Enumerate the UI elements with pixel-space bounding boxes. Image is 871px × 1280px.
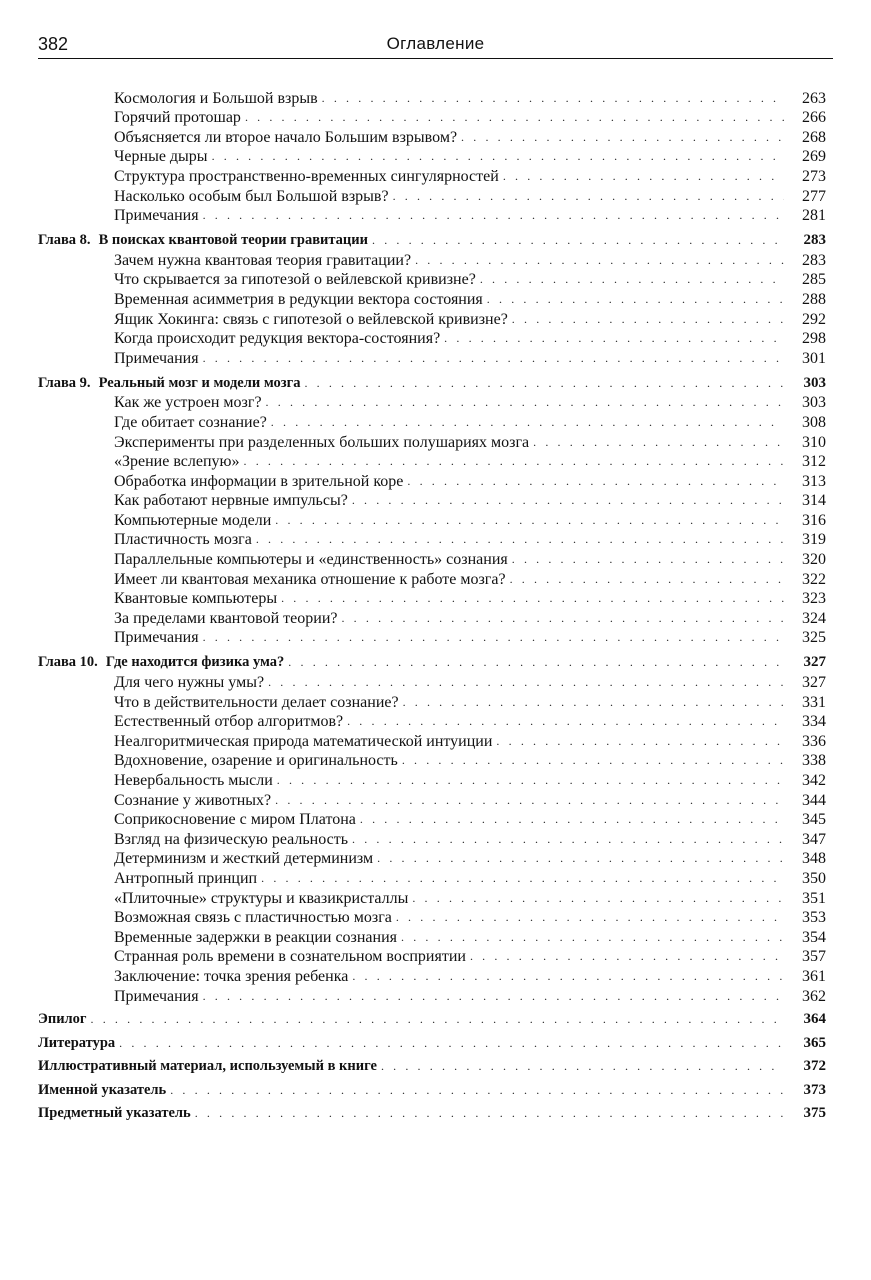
dot-leader <box>244 451 784 471</box>
toc-page-number: 336 <box>802 732 826 750</box>
dot-leader <box>503 166 784 186</box>
toc-entry-title: Эксперименты при разделенных больших полушариях мозга <box>114 433 530 451</box>
toc-section-entry <box>38 810 826 830</box>
toc-section-entry <box>38 329 826 349</box>
dot-leader <box>341 608 784 628</box>
dot-leader <box>170 1081 784 1100</box>
toc-entry-title: Возможная связь с пластичностью мозга <box>114 909 392 927</box>
toc-entry-label <box>38 1081 170 1100</box>
toc-page-number: 316 <box>802 511 826 529</box>
dot-leader <box>407 471 784 491</box>
toc-entry-title: Соприкосновение с миром Платона <box>114 811 356 829</box>
toc-chapter-entry <box>38 368 826 393</box>
toc-entry-title: Реальный мозг и модели мозга <box>98 374 301 391</box>
toc-page-number: 327 <box>803 654 826 671</box>
toc-entry-label <box>114 393 266 412</box>
toc-entry-title: За пределами квантовой теории? <box>114 609 338 627</box>
toc-page-number: 273 <box>802 167 826 185</box>
toc-entry-title: Временная асимметрия в редукции вектора состояния <box>114 290 483 308</box>
toc-section-entry <box>38 947 826 967</box>
toc-page-number: 364 <box>803 1011 826 1028</box>
toc-entry-label <box>114 830 352 849</box>
toc-entry-title: Где находится физика ума? <box>105 654 285 671</box>
chapter-number: Глава 8. <box>38 232 91 249</box>
dot-leader <box>415 250 784 270</box>
toc-page-number: 325 <box>802 629 826 647</box>
toc-page-number: 277 <box>802 187 826 205</box>
toc-entry-label <box>114 89 322 108</box>
toc-entry-title: Объясняется ли второе начало Большим взрывом? <box>114 128 458 146</box>
dot-leader <box>352 966 784 986</box>
toc-page-number: 331 <box>802 693 826 711</box>
dot-leader <box>275 790 784 810</box>
toc-entry-label <box>114 206 203 225</box>
toc-entry-label <box>114 452 244 471</box>
toc-entry-title: Естественный отбор алгоритмов? <box>114 713 344 731</box>
toc-entry-label <box>114 550 512 569</box>
toc-page-number: 351 <box>802 889 826 907</box>
toc-section-entry <box>38 751 826 771</box>
toc-section-entry <box>38 88 826 108</box>
toc-entry-label <box>114 472 407 491</box>
toc-section-entry <box>38 147 826 167</box>
dot-leader <box>261 868 784 888</box>
dot-leader <box>510 569 784 589</box>
toc-page-number: 263 <box>802 89 826 107</box>
toc-section-entry <box>38 412 826 432</box>
toc-entry-label <box>114 987 203 1006</box>
toc-entry-title: Именной указатель <box>38 1081 167 1098</box>
toc-page-number: 327 <box>802 674 826 692</box>
toc-top-entry <box>38 1076 826 1100</box>
toc-entry-label <box>114 673 268 692</box>
toc-section-entry <box>38 731 826 751</box>
dot-leader <box>304 374 784 393</box>
toc-page-number: 308 <box>802 413 826 431</box>
dot-leader <box>266 392 784 412</box>
toc-page-number: 283 <box>802 251 826 269</box>
toc-page-number: 283 <box>803 232 826 249</box>
toc-entry-label <box>114 570 510 589</box>
toc-entry-title: Квантовые компьютеры <box>114 590 278 608</box>
toc-page-number: 269 <box>802 148 826 166</box>
dot-leader <box>203 627 784 647</box>
toc-entry-title: Эпилог <box>38 1011 87 1028</box>
toc-page-number: 301 <box>802 349 826 367</box>
toc-section-entry <box>38 712 826 732</box>
toc-entry-label <box>114 928 401 947</box>
toc-entry-title: В поисках квантовой теории гравитации <box>98 232 368 249</box>
toc-entry-label <box>114 712 347 731</box>
toc-entry-label <box>114 947 470 966</box>
toc-entry-title: Черные дыры <box>114 148 208 166</box>
toc-section-entry <box>38 589 826 609</box>
toc-entry-title: Неалгоритмическая природа математической интуиции <box>114 732 493 750</box>
toc-section-entry <box>38 868 826 888</box>
toc-chapter-entry <box>38 647 826 672</box>
dot-leader <box>245 107 784 127</box>
toc-entry-label <box>114 108 245 127</box>
toc-entry-label <box>114 270 480 289</box>
toc-entry-title: «Зрение вслепую» <box>114 453 240 471</box>
toc-chapter-entry <box>38 225 826 250</box>
dot-leader <box>271 412 784 432</box>
toc-page-number: 320 <box>802 551 826 569</box>
toc-entry-label <box>38 1010 91 1029</box>
toc-page-number: 303 <box>802 394 826 412</box>
toc-page-number: 354 <box>802 928 826 946</box>
toc-top-entry <box>38 1029 826 1053</box>
toc-entry-label <box>114 967 352 986</box>
toc-section-entry <box>38 849 826 869</box>
toc-section-entry <box>38 510 826 530</box>
toc-entry-label <box>114 310 512 329</box>
toc-section-entry <box>38 927 826 947</box>
dot-leader <box>360 809 784 829</box>
toc-page-number: 312 <box>802 453 826 471</box>
toc-page-number: 285 <box>802 271 826 289</box>
toc-entry-label <box>114 609 341 628</box>
toc-entry-label <box>114 628 203 647</box>
toc-page-number: 266 <box>802 109 826 127</box>
toc-entry-label <box>38 1034 119 1053</box>
page-number: 382 <box>38 34 69 54</box>
toc-entry-label <box>114 433 533 452</box>
toc-entry-title: Ящик Хокинга: связь с гипотезой о вейлевской кривизне? <box>114 310 508 328</box>
dot-leader <box>377 848 784 868</box>
toc-entry-title: Когда происходит редукция вектора-состояния? <box>114 330 441 348</box>
toc-top-entry <box>38 1100 826 1124</box>
toc-entry-title: Иллюстративный материал, используемый в книге <box>38 1058 377 1075</box>
dot-leader <box>444 328 784 348</box>
toc-entry-title: Как же устроен мозг? <box>114 394 262 412</box>
toc-page-number: 303 <box>803 374 826 391</box>
toc-section-entry <box>38 206 826 226</box>
toc-page-number: 375 <box>803 1105 826 1122</box>
toc-entry-label <box>114 530 256 549</box>
toc-page-number: 353 <box>802 909 826 927</box>
running-title: Оглавление <box>386 34 485 53</box>
toc-section-entry <box>38 491 826 511</box>
toc-section-entry <box>38 608 826 628</box>
toc-entry-title: Имеет ли квантовая механика отношение к работе мозга? <box>114 570 506 588</box>
toc-top-entry <box>38 1053 826 1077</box>
toc-page-number: 342 <box>802 772 826 789</box>
toc-entry-label <box>38 374 304 393</box>
dot-leader <box>352 829 784 849</box>
toc-page-number: 319 <box>802 531 826 549</box>
toc-section-entry <box>38 966 826 986</box>
toc-entry-label <box>114 908 396 927</box>
toc-section-entry <box>38 530 826 550</box>
toc-entry-title: Пластичность мозга <box>114 531 252 549</box>
toc-entry-title: Примечания <box>114 207 199 225</box>
dot-leader <box>402 750 784 770</box>
toc-entry-title: Параллельные компьютеры и «единственность» сознания <box>114 551 508 569</box>
toc-entry-label <box>114 771 277 790</box>
toc-entry-label <box>114 290 487 309</box>
dot-leader <box>256 529 784 549</box>
toc-page-number: 373 <box>803 1081 826 1098</box>
toc-page-number: 344 <box>802 791 826 809</box>
toc-entry-title: Антропный принцип <box>114 869 258 887</box>
toc-section-entry <box>38 790 826 810</box>
dot-leader <box>288 653 784 672</box>
toc-entry-label <box>114 849 377 868</box>
toc-page-number: 322 <box>802 570 826 588</box>
toc-page-number: 347 <box>802 830 826 848</box>
toc-entry-label <box>114 128 461 147</box>
toc-entry-label <box>114 413 271 432</box>
toc-entry-title: Примечания <box>114 629 199 647</box>
toc-entry-title: Временные задержки в реакции сознания <box>114 928 398 946</box>
toc-page-number: 288 <box>802 290 826 308</box>
toc-section-entry <box>38 986 826 1006</box>
toc-section-entry <box>38 692 826 712</box>
toc-entry-label <box>114 889 412 908</box>
dot-leader <box>461 127 784 147</box>
toc-entry-label <box>114 251 415 270</box>
dot-leader <box>322 88 784 108</box>
dot-leader <box>396 907 784 927</box>
dot-leader <box>203 348 784 368</box>
toc-entry-title: Космология и Большой взрыв <box>114 89 318 107</box>
toc-section-entry <box>38 888 826 908</box>
dot-leader <box>470 946 784 966</box>
toc-entry-title: Взгляд на физическую реальность <box>114 830 349 848</box>
dot-leader <box>268 672 784 692</box>
toc-section-entry <box>38 672 826 692</box>
toc-entry-label <box>38 1057 381 1076</box>
toc-entry-title: Для чего нужны умы? <box>114 674 265 692</box>
toc-page-number: 334 <box>802 713 826 731</box>
toc-section-entry <box>38 108 826 128</box>
toc-page-number: 310 <box>802 433 826 451</box>
chapter-number: Глава 9. <box>38 374 91 391</box>
toc-page-number: 313 <box>802 472 826 490</box>
toc-entry-label <box>114 589 281 608</box>
toc-page-number: 292 <box>802 310 826 328</box>
toc-section-entry <box>38 393 826 413</box>
toc-entry-title: Где обитает сознание? <box>114 413 267 431</box>
toc-entry-title: Как работают нервные импульсы? <box>114 492 348 510</box>
toc-page-number: 361 <box>802 967 826 985</box>
toc-entry-label <box>114 167 503 186</box>
toc-entry-title: Примечания <box>114 349 199 367</box>
toc-entry-label <box>114 511 275 530</box>
toc-page-number: 372 <box>803 1058 826 1075</box>
toc-entry-title: Невербальность мысли <box>114 772 273 789</box>
toc-section-entry <box>38 309 826 329</box>
dot-leader <box>203 986 784 1006</box>
toc-entry-label <box>114 349 203 368</box>
dot-leader <box>393 186 784 206</box>
toc-entry-title: Компьютерные модели <box>114 511 272 529</box>
toc-page-number: 348 <box>802 850 826 868</box>
toc-section-entry <box>38 289 826 309</box>
toc-entry-title: Литература <box>38 1034 116 1051</box>
page-header <box>38 30 833 59</box>
toc-entry-label <box>114 810 360 829</box>
toc-top-entry <box>38 1006 826 1030</box>
table-of-contents <box>38 88 826 1123</box>
toc-entry-label <box>114 187 393 206</box>
toc-entry-title: Заключение: точка зрения ребенка <box>114 967 349 985</box>
toc-entry-title: Вдохновение, озарение и оригинальность <box>114 752 398 770</box>
toc-page-number: 298 <box>802 330 826 348</box>
toc-entry-title: «Плиточные» структуры и квазикристаллы <box>114 889 409 907</box>
dot-leader <box>372 231 784 250</box>
toc-entry-label <box>114 491 352 510</box>
toc-entry-title: Структура пространственно-временных сингулярностей <box>114 167 499 185</box>
toc-entry-title: Странная роль времени в сознательном восприятии <box>114 948 466 966</box>
dot-leader <box>533 432 784 452</box>
toc-section-entry <box>38 452 826 472</box>
toc-page-number: 323 <box>802 590 826 608</box>
toc-entry-title: Что скрывается за гипотезой о вейлевской кривизне? <box>114 271 476 289</box>
toc-entry-title: Предметный указатель <box>38 1105 191 1122</box>
toc-entry-label <box>114 693 403 712</box>
dot-leader <box>496 731 784 751</box>
dot-leader <box>275 510 784 530</box>
toc-section-entry <box>38 250 826 270</box>
toc-section-entry <box>38 166 826 186</box>
toc-entry-label <box>38 653 288 672</box>
toc-entry-label <box>114 329 444 348</box>
dot-leader <box>203 205 784 225</box>
toc-section-entry <box>38 569 826 589</box>
toc-entry-label <box>38 231 372 250</box>
dot-leader <box>512 309 784 329</box>
toc-section-entry <box>38 348 826 368</box>
toc-entry-title: Зачем нужна квантовая теория гравитации? <box>114 251 412 269</box>
toc-entry-label <box>114 732 496 751</box>
toc-section-entry <box>38 628 826 648</box>
dot-leader <box>277 770 784 790</box>
dot-leader <box>347 711 784 731</box>
toc-section-entry <box>38 829 826 849</box>
toc-entry-title: Горячий протошар <box>114 109 241 127</box>
dot-leader <box>480 269 784 289</box>
toc-page-number: 357 <box>802 948 826 966</box>
toc-entry-label <box>38 1104 195 1123</box>
toc-entry-label <box>114 147 212 166</box>
toc-page-number: 345 <box>802 811 826 829</box>
toc-section-entry <box>38 432 826 452</box>
dot-leader <box>119 1034 784 1053</box>
toc-entry-title: Сознание у животных? <box>114 791 272 809</box>
toc-page-number: 281 <box>802 207 826 225</box>
dot-leader <box>91 1010 784 1029</box>
dot-leader <box>412 888 784 908</box>
toc-page-number: 362 <box>802 987 826 1005</box>
toc-entry-title: Примечания <box>114 987 199 1005</box>
toc-page-number: 314 <box>802 492 826 510</box>
dot-leader <box>487 289 784 309</box>
toc-section-entry <box>38 471 826 491</box>
dot-leader <box>381 1057 784 1076</box>
toc-entry-title: Насколько особым был Большой взрыв? <box>114 187 389 205</box>
toc-page-number: 268 <box>802 128 826 146</box>
toc-page-number: 324 <box>802 609 826 627</box>
toc-section-entry <box>38 186 826 206</box>
toc-entry-label <box>114 751 402 770</box>
dot-leader <box>195 1104 784 1123</box>
toc-page-number: 338 <box>802 752 826 770</box>
chapter-number: Глава 10. <box>38 654 98 671</box>
toc-section-entry <box>38 549 826 569</box>
toc-section-entry <box>38 908 826 928</box>
toc-page-number: 365 <box>803 1034 826 1051</box>
dot-leader <box>512 549 784 569</box>
dot-leader <box>281 588 784 608</box>
toc-entry-title: Что в действительности делает сознание? <box>114 693 399 711</box>
toc-page-number: 350 <box>802 869 826 887</box>
dot-leader <box>401 927 784 947</box>
toc-entry-title: Обработка информации в зрительной коре <box>114 472 404 490</box>
toc-entry-label <box>114 791 275 810</box>
dot-leader <box>212 146 784 166</box>
dot-leader <box>403 692 784 712</box>
toc-section-entry <box>38 127 826 147</box>
toc-entry-label <box>114 869 261 888</box>
toc-section-entry <box>38 770 826 790</box>
toc-section-entry <box>38 270 826 290</box>
toc-entry-title: Детерминизм и жесткий детерминизм <box>114 850 374 868</box>
dot-leader <box>352 490 784 510</box>
